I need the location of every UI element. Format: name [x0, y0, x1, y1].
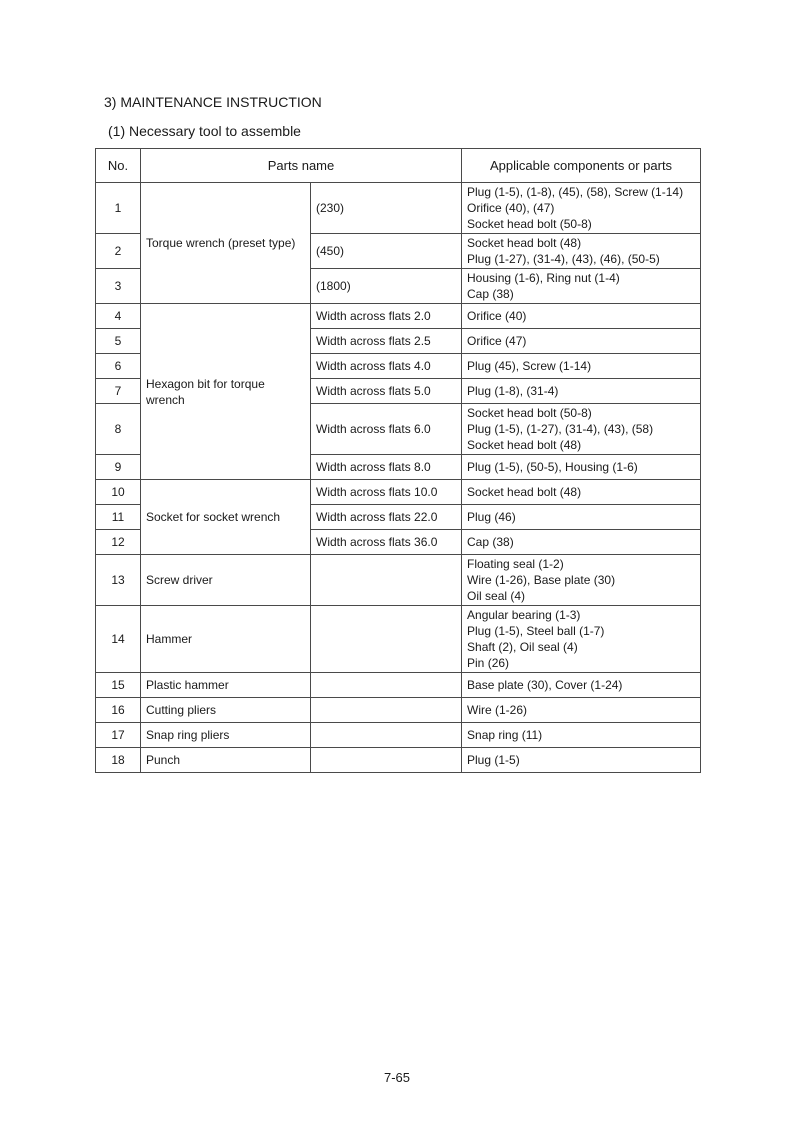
applicable-part-line: Pin (26)	[467, 656, 510, 670]
tool-name: Hexagon bit for torque wrench	[141, 304, 311, 480]
tool-size: Width across flats 8.0	[311, 455, 462, 480]
applicable-parts	[462, 723, 701, 748]
tool-name: Cutting pliers	[141, 698, 311, 723]
applicable-part-line: Socket head bolt (50-8)	[467, 217, 592, 231]
tool-size: Width across flats 5.0	[311, 379, 462, 404]
row-number: 13	[96, 555, 141, 606]
table-row	[96, 748, 701, 773]
row-number: 9	[96, 455, 141, 480]
applicable-part-line: Plug (1-5), (1-8), (45), (58), Screw (1-14)	[467, 185, 684, 199]
row-number: 14	[96, 606, 141, 673]
applicable-part-line: Orifice (40), (47)	[467, 201, 555, 215]
applicable-parts	[462, 455, 701, 480]
applicable-parts	[462, 673, 701, 698]
table-row	[96, 673, 701, 698]
tool-name: Punch	[141, 748, 311, 773]
tool-size: Width across flats 2.5	[311, 329, 462, 354]
tool-name: Hammer	[141, 606, 311, 673]
applicable-part-line: Wire (1-26)	[467, 703, 528, 717]
applicable-parts	[462, 530, 701, 555]
applicable-part-line: Plug (1-27), (31-4), (43), (46), (50-5)	[467, 252, 660, 266]
row-number: 5	[96, 329, 141, 354]
applicable-part-line: Socket head bolt (48)	[467, 485, 582, 499]
row-number: 12	[96, 530, 141, 555]
row-number: 7	[96, 379, 141, 404]
row-number: 3	[96, 269, 141, 304]
row-number: 6	[96, 354, 141, 379]
tool-size	[311, 606, 462, 673]
applicable-part-line: Floating seal (1-2)	[467, 557, 564, 571]
applicable-parts	[462, 183, 701, 234]
tool-size	[311, 748, 462, 773]
header-parts-name: Parts name	[141, 149, 462, 183]
table-row	[96, 304, 701, 329]
applicable-parts	[462, 505, 701, 530]
table-row	[96, 183, 701, 234]
tool-size: Width across flats 10.0	[311, 480, 462, 505]
row-number: 1	[96, 183, 141, 234]
row-number: 8	[96, 404, 141, 455]
table-body	[96, 183, 701, 773]
tool-name: Torque wrench (preset type)	[141, 183, 311, 304]
applicable-parts	[462, 404, 701, 455]
tool-size: Width across flats 6.0	[311, 404, 462, 455]
applicable-parts	[462, 234, 701, 269]
tool-name: Plastic hammer	[141, 673, 311, 698]
applicable-part-line: Plug (1-5), Steel ball (1-7)	[467, 624, 605, 638]
applicable-parts	[462, 555, 701, 606]
tool-size: Width across flats 4.0	[311, 354, 462, 379]
applicable-part-line: Cap (38)	[467, 535, 514, 549]
tool-size: Width across flats 22.0	[311, 505, 462, 530]
applicable-part-line: Wire (1-26), Base plate (30)	[467, 573, 616, 587]
tool-size: (450)	[311, 234, 462, 269]
applicable-parts	[462, 698, 701, 723]
applicable-part-line: Orifice (40)	[467, 309, 527, 323]
table-row	[96, 606, 701, 673]
tool-size	[311, 723, 462, 748]
applicable-parts	[462, 480, 701, 505]
applicable-part-line: Plug (45), Screw (1-14)	[467, 359, 592, 373]
table-row	[96, 480, 701, 505]
applicable-part-line: Oil seal (4)	[467, 589, 526, 603]
applicable-part-line: Socket head bolt (50-8)	[467, 406, 592, 420]
applicable-part-line: Plug (1-8), (31-4)	[467, 384, 559, 398]
applicable-part-line: Plug (46)	[467, 510, 516, 524]
tool-size	[311, 698, 462, 723]
applicable-part-line: Housing (1-6), Ring nut (1-4)	[467, 271, 620, 285]
tool-size: (230)	[311, 183, 462, 234]
tool-size: (1800)	[311, 269, 462, 304]
row-number: 17	[96, 723, 141, 748]
tools-table	[95, 148, 701, 773]
applicable-part-line: Snap ring (11)	[467, 728, 543, 742]
applicable-part-line: Socket head bolt (48)	[467, 438, 582, 452]
applicable-part-line: Cap (38)	[467, 287, 514, 301]
page-number: 7-65	[383, 1070, 411, 1085]
header-applicable: Applicable components or parts	[462, 149, 701, 183]
applicable-part-line: Plug (1-5)	[467, 753, 520, 767]
row-number: 11	[96, 505, 141, 530]
row-number: 16	[96, 698, 141, 723]
table-row	[96, 698, 701, 723]
row-number: 15	[96, 673, 141, 698]
tool-name: Snap ring pliers	[141, 723, 311, 748]
applicable-part-line: Socket head bolt (48)	[467, 236, 582, 250]
row-number: 18	[96, 748, 141, 773]
applicable-parts	[462, 606, 701, 673]
applicable-parts	[462, 329, 701, 354]
tool-size	[311, 673, 462, 698]
tool-name: Socket for socket wrench	[141, 480, 311, 555]
tool-size	[311, 555, 462, 606]
row-number: 2	[96, 234, 141, 269]
table-row	[96, 723, 701, 748]
table-header-row	[96, 149, 701, 183]
applicable-part-line: Plug (1-5), (1-27), (31-4), (43), (58)	[467, 422, 654, 436]
subsection-title: (1) Necessary tool to assemble	[108, 123, 301, 139]
applicable-parts	[462, 304, 701, 329]
tool-size: Width across flats 36.0	[311, 530, 462, 555]
applicable-parts	[462, 748, 701, 773]
tool-size: Width across flats 2.0	[311, 304, 462, 329]
row-number: 10	[96, 480, 141, 505]
row-number: 4	[96, 304, 141, 329]
applicable-part-line: Angular bearing (1-3)	[467, 608, 581, 622]
applicable-parts	[462, 269, 701, 304]
applicable-part-line: Plug (1-5), (50-5), Housing (1-6)	[467, 460, 638, 474]
applicable-parts	[462, 379, 701, 404]
applicable-part-line: Base plate (30), Cover (1-24)	[467, 678, 623, 692]
tool-name: Screw driver	[141, 555, 311, 606]
header-no: No.	[96, 149, 141, 183]
table-row	[96, 555, 701, 606]
section-title: 3) MAINTENANCE INSTRUCTION	[104, 94, 322, 110]
applicable-parts	[462, 354, 701, 379]
applicable-part-line: Orifice (47)	[467, 334, 527, 348]
applicable-part-line: Shaft (2), Oil seal (4)	[467, 640, 578, 654]
